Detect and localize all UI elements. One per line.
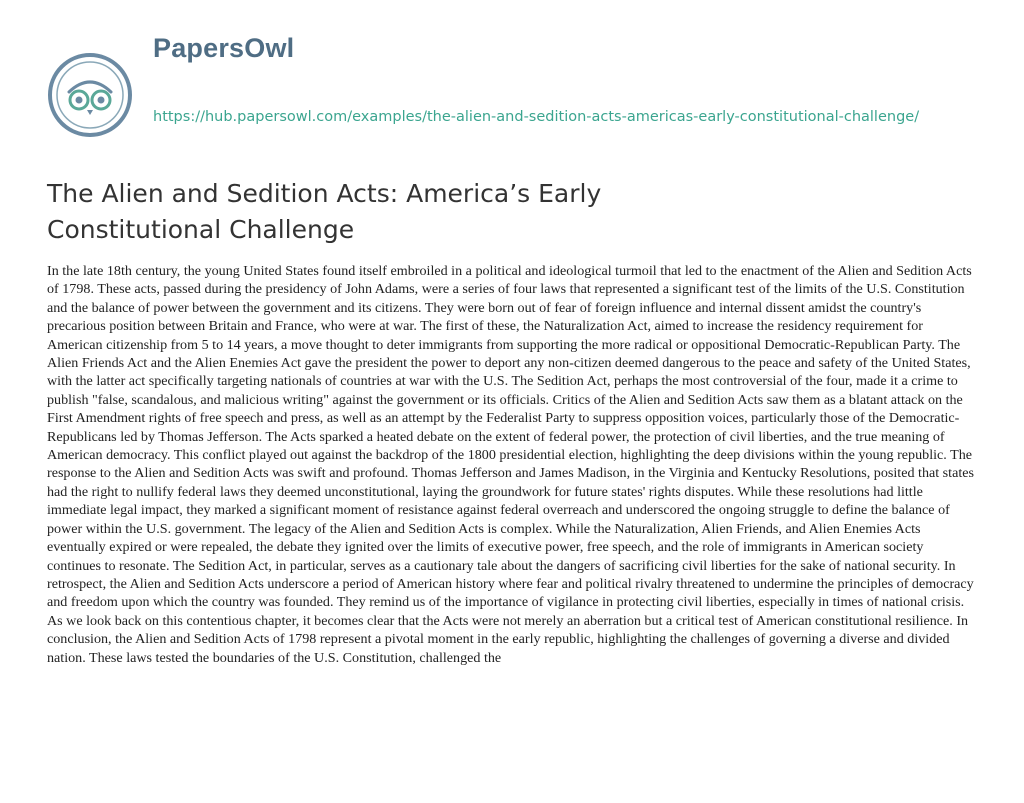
essay-title: The Alien and Sedition Acts: America’s Early Constitutional Challenge xyxy=(47,179,602,244)
source-url-link[interactable]: https://hub.papersowl.com/examples/the-alien-and-sedition-acts-americas-early-constitutional-challenge/ xyxy=(153,109,920,125)
essay-body: In the late 18th century, the young United States found itself embroiled in a political and ideological turmoil that led to the enactment of the Alien and Sedition Acts of 1798. These acts, passed during the presidency of John Adams, were a series of four laws that represented a significant test of the limits of the U.S. Constitution and the balance of power between the government and its citizens. They were born out of fear of foreign influence and internal dissent amidst the country's precarious position between Britain and France, who were at war. The first of these, the Naturalization Act, aimed to increase the residency requirement for American citizenship from 5 to 14 years, a move thought to deter immigrants from supporting the more radical or oppositional Democratic-Republican Party. The Alien Friends Act and the Alien Enemies Act gave the president the power to deport any non-citizen deemed dangerous to the peace and safety of the United States, with the latter act specifically targeting nationals of countries at war with the U.S. The Sedition Act, perhaps the most controversial of the four, made it a crime to publish "false, scandalous, and malicious writing" against the government or its officials. Critics of the Alien and Sedition Acts saw them as a blatant attack on the First Amendment rights of free speech and press, as well as an attempt by the Federalist Party to suppress opposition voices, particularly those of the Democratic-Republicans led by Thomas Jefferson. The Acts sparked a heated debate on the extent of federal power, the protection of civil liberties, and the true meaning of American democracy. This conflict played out against the backdrop of the 1800 presidential election, highlighting the deep divisions within the young republic. The response to the Alien and Sedition Acts was swift and profound. Thomas Jefferson and James Madison, in the Virginia and Kentucky Resolutions, posited that states had the right to nullify federal laws they deemed unconstitutional, laying the groundwork for future states' rights disputes. While these resolutions had little immediate legal impact, they marked a significant moment of resistance against federal overreach and underscored the ongoing struggle to define the balance of power within the U.S. government. The legacy of the Alien and Sedition Acts is complex. While the Naturalization, Alien Friends, and Alien Enemies Acts eventually expired or were repealed, the debate they ignited over the limits of executive power, free speech, and the role of immigrants in American society continues to resonate. The Sedition Act, in particular, serves as a cautionary tale about the dangers of sacrificing civil liberties for the sake of national security. In retrospect, the Alien and Sedition Acts underscore a period of American history where fear and political rivalry threatened to undermine the principles of democracy and freedom upon which the country was founded. They remind us of the importance of vigilance in protecting civil liberties, especially in times of national crisis. As we look back on this contentious chapter, it becomes clear that the Acts were not merely an aberration but a critical test of American constitutional resilience. In conclusion, the Alien and Sedition Acts of 1798 represent a pivotal moment in the early republic, highlighting the challenges of governing a diverse and divided nation. These laws tested the boundaries of the U.S. Constitution, challenged the xyxy=(47,263,974,666)
owl-logo-icon[interactable] xyxy=(47,52,133,138)
brand-name[interactable]: PapersOwl xyxy=(153,33,295,63)
page-header xyxy=(47,32,987,157)
